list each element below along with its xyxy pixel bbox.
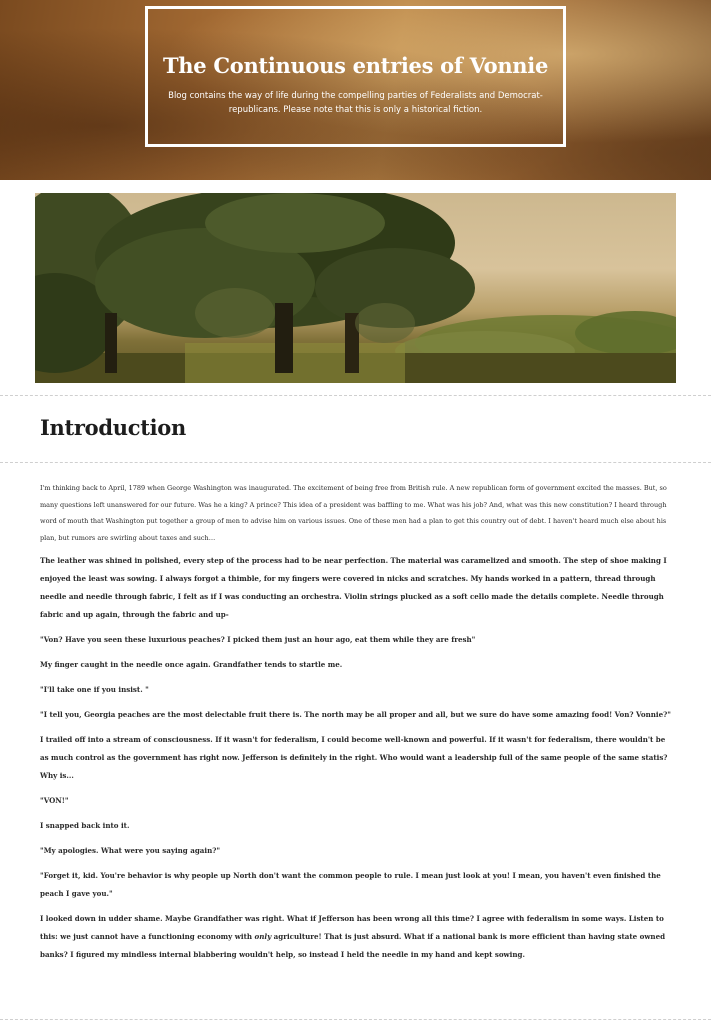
post-content (40, 480, 672, 971)
paragraph (40, 910, 672, 964)
blog-description: Blog contains the way of life during the compelling parties of Federalists and Democrat-republicans. Please note that this is only a historical fiction. (168, 91, 543, 115)
paragraph: I snapped back into it. (40, 821, 130, 830)
paragraph: "Von? Have you seen these luxurious peaches? I picked them just an hour ago, eat them while they are fresh" (40, 635, 476, 644)
divider (0, 1019, 711, 1020)
paragraph: My finger caught in the needle once again. Grandfather tends to startle me. (40, 660, 343, 669)
post-title[interactable]: Introduction (40, 415, 186, 440)
blog-title-box (145, 6, 566, 147)
paragraph: The leather was shined in polished, every step of the process had to be near perfection. The material was caramelized and smooth. The step of shoe making I enjoyed the least was sowing. I always forgot a thimble, for my fingers were covered in nicks and scratches. My hands worked in a pattern, thread through needle and needle through fabric, I felt as if I was conducting an orchestra. Violin strings plucked as a soft cello made the details complete. Needle through fabric and up again, through the fabric and up- (40, 556, 667, 619)
blog-header (0, 0, 711, 180)
landscape-painting (35, 193, 676, 383)
banner-image (35, 193, 676, 383)
paragraph: I trailed off into a stream of consciousness. If it wasn't for federalism, I could become well-known and powerful. If it wasn't for federalism, there wouldn't be as much control as the government has right now. Jefferson is definitely in the right. Who would want a leadership full of the same people of the same statis? Why is... (40, 735, 668, 780)
text-span: agriculture! That is just absurd. What if a national bank is more efficient than having state owned banks? I figured my mindless internal blabbering wouldn't help, so instead I held the needle in my hand and kept sowing. (40, 932, 666, 959)
paragraph: I'm thinking back to April, 1789 when George Washington was inaugurated. The excitement of being free from British rule. A new republican form of government excited the masses. But, so many questions left unanswered for our future. Was he a king? A prince? This idea of a president was baffling to me. What was his job? And, what was this new constitution? I heard through word of mouth that Washington put together a group of men to advise him on various issues. One of these men had a plan to get this country out of debt. I haven't heard much else about his plan, but rumors are swirling about taxes and such… (40, 484, 667, 542)
divider (0, 462, 711, 463)
paragraph: "I'll take one if you insist. " (40, 685, 149, 694)
paragraph: "VON!" (40, 796, 69, 805)
emphasis-text: only (254, 932, 272, 941)
paragraph: "Forget it, kid. You're behavior is why people up North don't want the common people to rule. I mean just look at you! I mean, you haven't even finished the peach I gave you." (40, 871, 661, 898)
text-span: I looked down in udder shame. Maybe Grandfather was right. What if Jefferson has been wrong all this time? I agree with federalism in some ways. Listen to this: we just cannot have a functioning economy with (40, 914, 664, 941)
divider (0, 395, 711, 396)
paragraph: "My apologies. What were you saying again?" (40, 846, 221, 855)
paragraph: "I tell you, Georgia peaches are the most delectable fruit there is. The north may be all proper and all, but we sure do have some amazing food! Von? Vonnie?" (40, 710, 671, 719)
blog-title[interactable]: The Continuous entries of Vonnie (162, 53, 549, 78)
